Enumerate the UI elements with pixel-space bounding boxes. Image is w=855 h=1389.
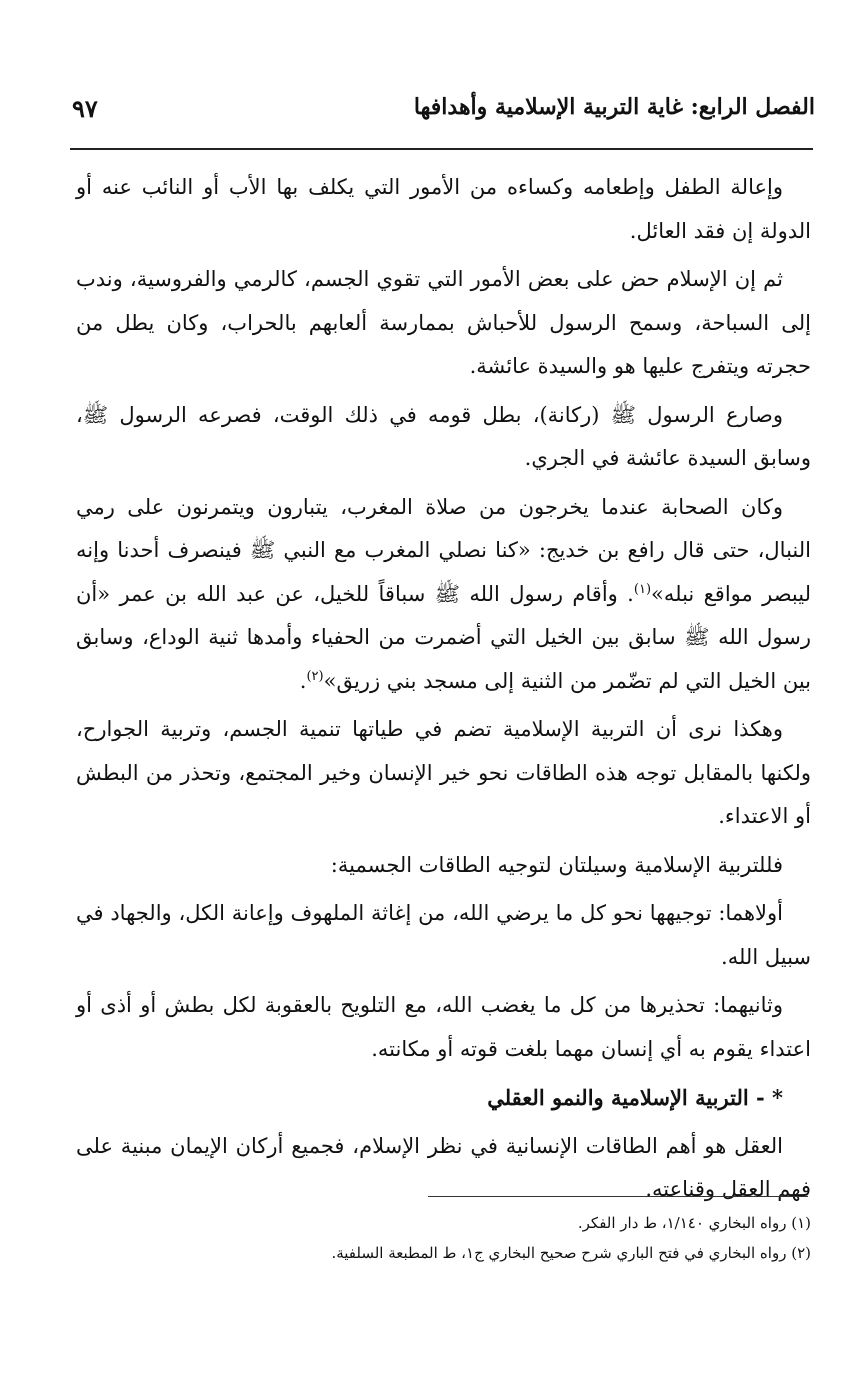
paragraph-text-continued: . وأقام رسول الله ﷺ سباقاً للخيل، عن عبد الله بن عمر «أن رسول الله ﷺ سابق بين الخيل التي أضمرت من الحفياء وأمدها ثنية الوداع، وسابق بين الخيل التي لم تضّمر من الثنية إلى مسجد بني زريق»: [76, 581, 811, 693]
footnote-1: (١) رواه البخاري ١/١٤٠، ط دار الفكر.: [577, 1214, 811, 1232]
paragraph-physical-activities: [76, 258, 811, 389]
footnote-2: (٢) رواه البخاري في فتح الباري شرح صحيح البخاري ج١، ط المطبعة السلفية.: [331, 1244, 811, 1262]
paragraph-intellect: [76, 1125, 811, 1212]
paragraph-companions-archery: [76, 486, 811, 704]
page-number: ٩٧: [72, 94, 98, 123]
paragraph-text: أولاهما: توجيهها نحو كل ما يرضي الله، من إغاثة الملهوف وإعانة الكل، والجهاد في سبيل الله.: [76, 901, 811, 969]
paragraph-text: وإعالة الطفل وإطعامه وكساءه من الأمور التي يكلف بها الأب أو النائب عنه أو الدولة إن فقد العائل.: [76, 175, 811, 243]
section-heading: * - التربية الإسلامية والنمو العقلي: [487, 1085, 783, 1110]
paragraph-text: العقل هو أهم الطاقات الإنسانية في نظر الإسلام، فجميع أركان الإيمان مبنية على فهم العقل وقناعته.: [76, 1133, 811, 1201]
running-header: [70, 92, 815, 136]
paragraph-text: وصارع الرسول ﷺ (ركانة)، بطل قومه في ذلك الوقت، فصرعه الرسول ﷺ، وسابق السيدة عائشة في الجري.: [76, 402, 811, 470]
paragraph-text: ثم إن الإسلام حض على بعض الأمور التي تقوي الجسم، كالرمي والفروسية، وندب إلى السباحة، وسمح الرسول للأحباش بممارسة ألعابهم بالحراب، وكان يطل من حجرته ويتفرج عليها هو والسيدة عائشة.: [76, 267, 811, 378]
paragraph-second-means: [76, 984, 811, 1071]
paragraph-wrestling: [76, 394, 811, 481]
main-text: [76, 166, 811, 1217]
footnote-reference-2[interactable]: (٢): [306, 668, 324, 684]
chapter-title: الفصل الرابع: غاية التربية الإسلامية وأهدافها: [413, 94, 815, 120]
footnote-reference-1[interactable]: (١): [633, 581, 652, 597]
footnotes: [76, 1208, 811, 1268]
paragraph-two-means: [76, 844, 811, 888]
footnote-divider: [428, 1196, 808, 1197]
paragraph-first-means: [76, 892, 811, 979]
paragraph-child-care: [76, 166, 811, 253]
paragraph-text: فللتربية الإسلامية وسيلتان لتوجيه الطاقات الجسمية:: [330, 852, 783, 877]
paragraph-text-end: .: [299, 668, 307, 693]
paragraph-text: وهكذا نرى أن التربية الإسلامية تضم في طياتها تنمية الجسم، وتربية الجوارح، ولكنها بالمقابل توجه هذه الطاقات نحو خير الإنسان وخير المجتمع، وتحذر من البطش أو الاعتداء.: [76, 717, 811, 828]
paragraph-summary: [76, 708, 811, 839]
paragraph-text: وكان الصحابة عندما يخرجون من صلاة المغرب، يتبارون ويتمرنون على رمي النبال، حتى قال رافع بن خديج: «كنا نصلي المغرب مع النبي ﷺ فينصرف أحدنا وإنه ليبصر مواقع نبله»: [76, 494, 812, 606]
paragraph-text: وثانيهما: تحذيرها من كل ما يغضب الله، مع التلويح بالعقوبة لكل بطش أو أذى أو اعتداء يقوم به أي إنسان مهما بلغت قوته أو مكانته.: [76, 993, 811, 1061]
header-divider: [70, 148, 813, 150]
